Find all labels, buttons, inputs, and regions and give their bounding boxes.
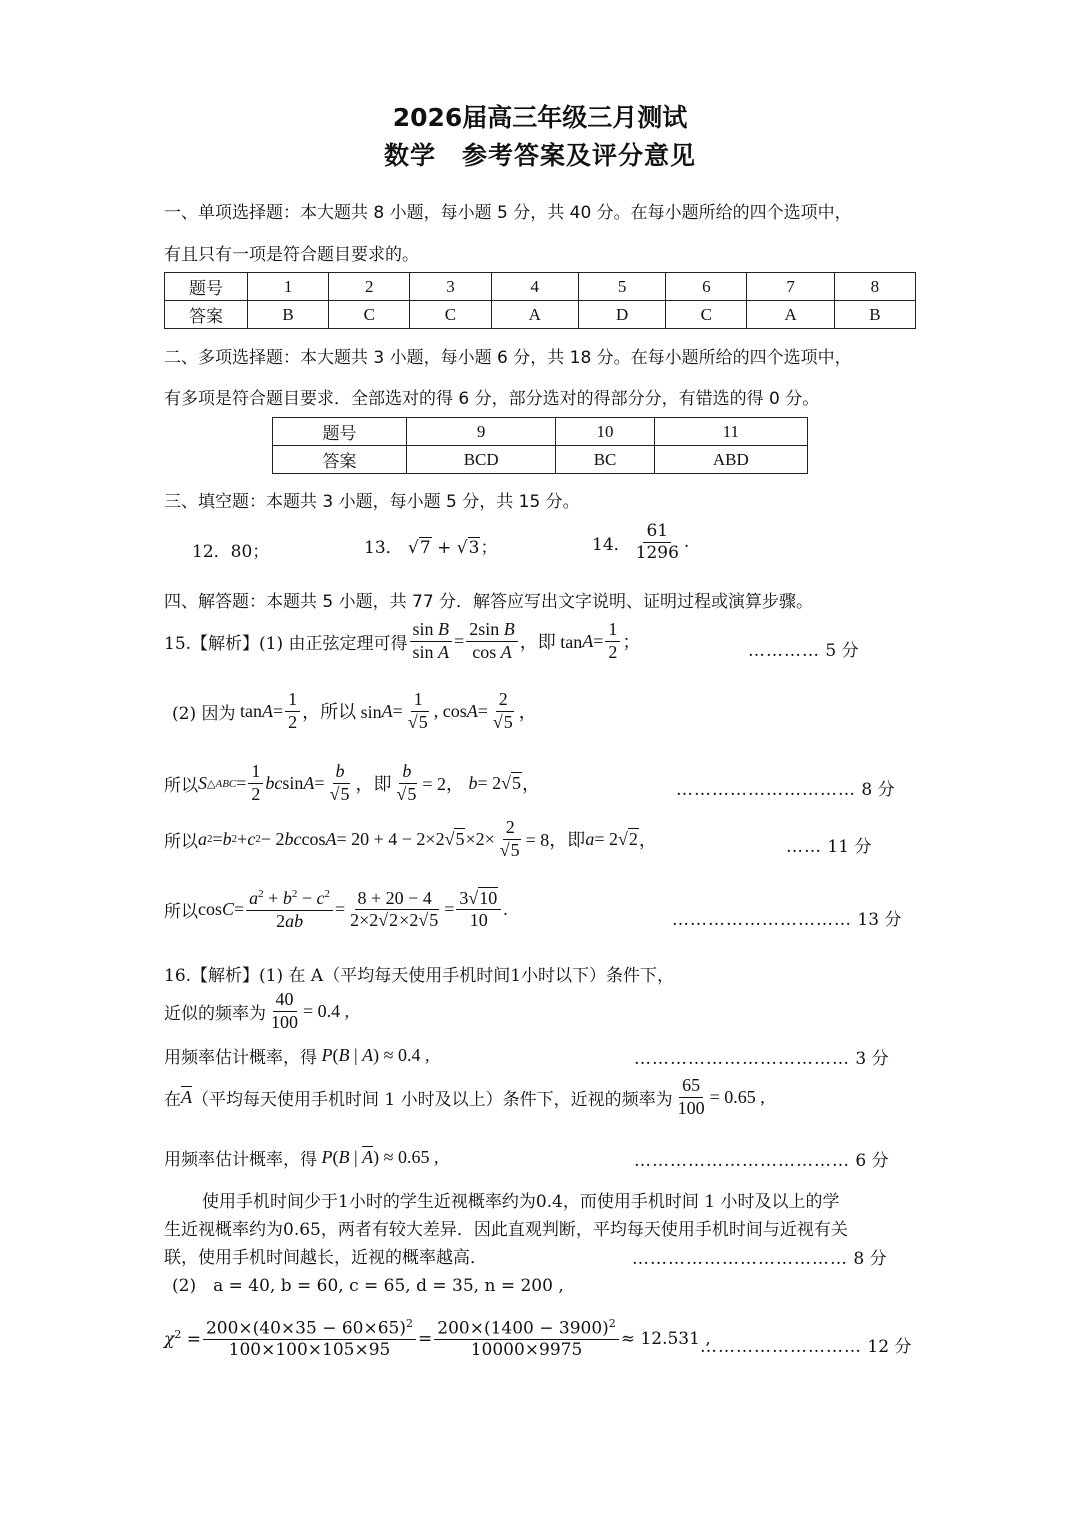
answer-cell: C	[410, 301, 491, 329]
multi-choice-answer-table	[272, 417, 808, 474]
q16-conclusion-3: 联，使用手机时间越长，近视的概率越高．	[164, 1248, 487, 1268]
question-number: 5	[578, 273, 665, 301]
question-number: 4	[491, 273, 578, 301]
question-number: 6	[666, 273, 747, 301]
q15-part1: 15.【解析】(1) 由正弦定理可得 $\frac{\text{sin B}}{\text{sin A}}$ = $\frac{\text{2sin B}}{\text{cos A}}$ ，即 tan A = $\frac{1}{2}$ ；	[164, 619, 641, 662]
table-row	[165, 301, 916, 329]
q16-score-4: ……………………… 12 分	[700, 1337, 912, 1357]
answer-cell: ABD	[654, 446, 807, 474]
q16-est2: 用频率估计概率，得 P(B | $\overline{A}) \approx 0.65$ ,	[164, 1147, 439, 1170]
question-number: 7	[747, 273, 834, 301]
q16-freq2: 在 $\overline{A}$ （平均每天使用手机时间 1 小时及以上）条件下，近视的频率为 $\frac{65}{100}$ = 0.65 ,	[164, 1075, 765, 1118]
answer-cell: A	[491, 301, 578, 329]
table-row	[273, 446, 808, 474]
q13-label: 13．	[364, 538, 403, 558]
section-4-heading: 四、解答题：本题共 5 小题，共 77 分．解答应写出文字说明、证明过程或演算步骤。	[164, 592, 814, 612]
q15-score-2: ………………………… 8 分	[676, 780, 895, 800]
row-label: 题号	[273, 418, 407, 446]
section-3-heading: 三、填空题：本题共 3 小题，每小题 5 分，共 15 分。	[164, 492, 580, 512]
page-title: 2026届高三年级三月测试	[392, 103, 688, 132]
row-label: 答案	[165, 301, 248, 329]
section-2-heading-cont: 有多项是符合题目要求．全部选对的得 6 分，部分选对的得部分分，有错选的得 0 分。	[164, 389, 820, 409]
q16-score-3: ……………………………… 8 分	[632, 1249, 887, 1269]
q16-chi-square: $\chi^2$ = $\frac{200\times(40\times 35 - 60\times 65)^2}{100\times 100\times 105\times 95}$ = $\frac{200\times(1400 - 3900)^2}{10000\times 9975}$ ≈ 12.531 ,	[164, 1317, 711, 1361]
page-subtitle: 数学 参考答案及评分意见	[383, 141, 696, 170]
answer-cell: B	[834, 301, 915, 329]
question-number: 9	[407, 418, 556, 446]
q16-conclusion-1: 使用手机时间少于1小时的学生近视概率约为0.4，而使用手机时间 1 小时及以上的学	[202, 1192, 840, 1212]
q15-part2: (2) 因为 tan A = $\frac{1}{2}$ ，所以 sin A = $\frac{1}{√5}$ , cos A = $\frac{2}{√5}$ ，	[172, 689, 537, 732]
row-label: 答案	[273, 446, 407, 474]
section-2-heading: 二、多项选择题：本大题共 3 小题，每小题 6 分，共 18 分。在每小题所给的四个选项中，	[164, 348, 852, 368]
q15-part2-label: (2) 因为	[172, 703, 236, 724]
q15-score-4: ………………………… 13 分	[672, 910, 902, 930]
q16-head: 16.【解析】(1) 在 A（平均每天使用手机时间1小时以下）条件下，	[164, 966, 675, 986]
q15-cosine-law: 所以 a 2 = b 2 + c 2 − 2 bc cos A = 20 + 4 − 2×2√ 5 ×2× $\frac{2}{√5}$ = 8，即 a = 2√ 2 ，	[164, 817, 657, 860]
q15-head: 15.【解析】(1) 由正弦定理可得	[164, 633, 408, 654]
answer-cell: BC	[556, 446, 654, 474]
table-row	[165, 273, 916, 301]
q15-score-1: ………… 5 分	[748, 641, 859, 661]
answer-cell: BCD	[407, 446, 556, 474]
q16-score-1: ……………………………… 3 分	[634, 1049, 889, 1069]
question-number: 2	[329, 273, 410, 301]
q16-part2: (2) a = 40, b = 60, c = 65, d = 35, n = 200 ,	[172, 1276, 564, 1296]
q16-est1: 用频率估计概率，得 P(B | A) ≈ 0.4 ,	[164, 1045, 430, 1068]
answer-cell: C	[329, 301, 410, 329]
answer-cell: C	[666, 301, 747, 329]
section-1-heading: 一、单项选择题：本大题共 8 小题，每小题 5 分，共 40 分。在每小题所给的四个选项中，	[164, 203, 852, 223]
question-number: 8	[834, 273, 915, 301]
answer-cell: B	[248, 301, 329, 329]
answer-cell: D	[578, 301, 665, 329]
answer-q13: 13． √7 + √3；	[364, 538, 498, 558]
q15-area: 所以 S △ABC = $\frac{1}{2}$ bc sin A = $\frac{b}{√5}$ ，即 $\frac{b}{√5}$ = 2， b = 2√ 5 ，	[164, 761, 541, 804]
table-row	[273, 418, 808, 446]
answer-q14: 14． $\frac{61}{1296}$ .	[592, 521, 690, 563]
q15-score-3: …… 11 分	[786, 837, 872, 857]
answer-cell: A	[747, 301, 834, 329]
q16-conclusion-2: 生近视概率约为0.65，两者有较大差异．因此直观判断，平均每天使用手机时间与近视有关	[164, 1220, 848, 1240]
q14-label: 14．	[592, 534, 631, 555]
question-number: 10	[556, 418, 654, 446]
row-label: 题号	[165, 273, 248, 301]
q14-fraction: $\frac{61}{1296}$	[635, 521, 679, 563]
question-number: 11	[654, 418, 807, 446]
q16-score-2: ……………………………… 6 分	[634, 1151, 889, 1171]
question-number: 3	[410, 273, 491, 301]
q16-freq1: 近似的频率为 $\frac{40}{100}$ = 0.4 ,	[164, 989, 350, 1032]
section-1-heading-cont: 有且只有一项是符合题目要求的。	[164, 245, 419, 265]
question-number: 1	[248, 273, 329, 301]
single-choice-answer-table	[164, 272, 916, 329]
answer-q12: 12．80；	[192, 542, 270, 562]
q15-cosC: 所以 cos C = $\frac{a^2 + b^2 - c^2}{2ab}$ = $\frac{8 + 20 - 4}{2\times 2√2\times 2√5}$ = $\frac{3√10}{10}$ .	[164, 887, 508, 931]
